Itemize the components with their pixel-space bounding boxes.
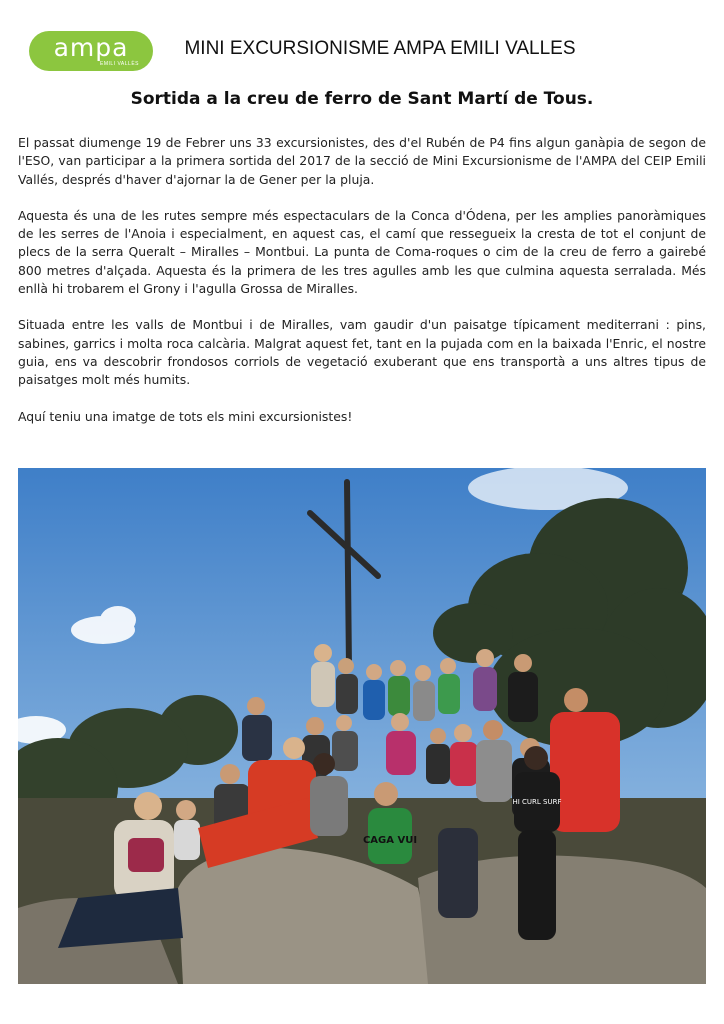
logo-subtext: EMILI VALLÈS xyxy=(100,61,139,67)
article-title: Sortida a la creu de ferro de Sant Martí de Tous. xyxy=(130,89,594,109)
logo-text: ampa xyxy=(53,33,129,62)
group-photo-illustration xyxy=(18,468,706,984)
shirt-text-2: HI CURL SURF xyxy=(512,798,562,806)
shirt-text: CAGA VUI xyxy=(362,835,418,846)
paragraph-3: Situada entre les valls de Montbui i de Miralles, vam gaudir d'un paisatge típicament mediterrani : pins, sabines, garrics i molta roca calcària. Malgrat aquest fet, tant en la pujada com en la baixada l'Enric, el nostre guia, ens va descobrir frondosos corriols de vegetació exuberant que ens transportà a uns altres tipus de paisatges molt més humits. xyxy=(18,317,706,388)
article-body xyxy=(18,134,706,444)
paragraph-4: Aquí teniu una imatge de tots els mini excursionistes! xyxy=(18,408,353,424)
ampa-logo xyxy=(29,31,153,71)
paragraph-1: El passat diumenge 19 de Febrer uns 33 excursionistes, des d'el Rubén de P4 fins algun ganàpia de segon de l'ESO, van participar a la primera sortida del 2017 de la secció de Mini Excursionisme de l'AMPA del CEIP Emili Vallés, després d'haver d'ajornar la de Gener per la pluja. xyxy=(18,135,706,187)
organization-title: MINI EXCURSIONISME AMPA EMILI VALLES xyxy=(184,38,576,59)
group-photo xyxy=(18,468,706,984)
paragraph-2: Aquesta és una de les rutes sempre més espectaculars de la Conca d'Ódena, per les amplies panoràmiques de les serres de l'Anoia i especialment, en aquest cas, el camí que ressegueix la cresta de tot el conjunt de plecs de la serra Queralt – Miralles – Montbui. La punta de Coma-roques o cim de la creu de ferro a gairebé 800 metres d'alçada. Aquesta és la primera de les tres agulles amb les que culmina aquesta serralada. Més enllà hi trobarem el Grony i l'agulla Grossa de Miralles. xyxy=(18,207,706,297)
